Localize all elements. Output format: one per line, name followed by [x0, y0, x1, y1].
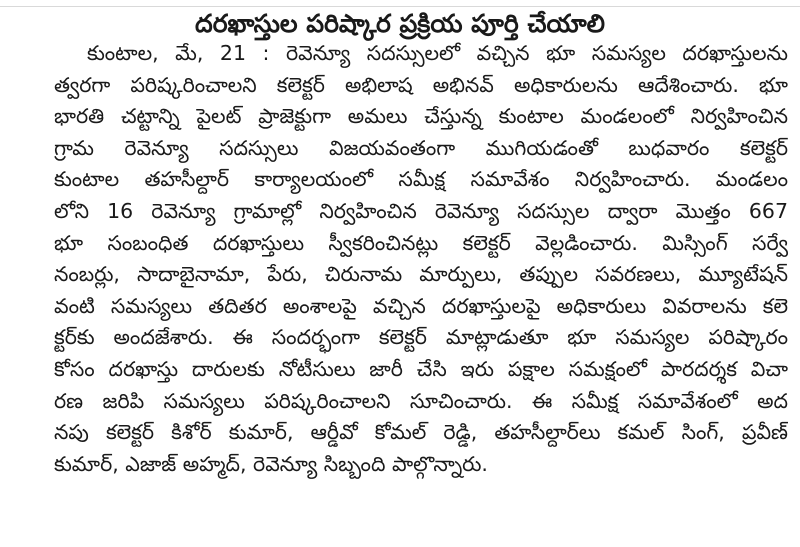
- article-line: క్టర్‌కు అందజేశారు. ఈ సందర్భంగా కలెక్టర్ మాట్లాడుతూ భూ సమస్యల పరిష్కారం: [54, 325, 788, 350]
- article-line: భూ సంబంధిత దరఖాస్తులు స్వీకరించినట్లు కలెక్టర్ వెల్లడించారు. మిస్సింగ్ సర్వే: [54, 230, 788, 255]
- article-line: కోసం దరఖాస్తు దారులకు నోటీసులు జారీ చేసి ఇరు పక్షాల సమక్షంలో పారదర్శక విచా: [54, 356, 788, 381]
- article-headline: దరఖాస్తుల పరిష్కార ప్రక్రియ పూర్తి చేయాలి: [195, 9, 605, 38]
- article-body: [54, 38, 788, 480]
- article-line: నంబర్లు, సాదాబైనామా, పేరు, చిరునామ మార్పులు, తప్పుల సవరణలు, మ్యూటేషన్: [54, 262, 788, 287]
- article-line: కుంటాల తహసీల్దార్ కార్యాలయంలో సమీక్ష సమావేశం నిర్వహించారు. మండలం: [54, 167, 788, 192]
- article-line: కుంటాల, మే, 21 : రెవెన్యూ సదస్సులలో వచ్చిన భూ సమస్యల దరఖాస్తులను: [87, 41, 788, 65]
- article-line: గ్రామ రెవెన్యూ సదస్సులు విజయవంతంగా ముగియడంతో బుధవారం కలెక్టర్: [54, 135, 788, 160]
- article-line: నపు కలెక్టర్ కిశోర్ కుమార్, ఆర్డీవో కోమల్ రెడ్డి, తహసీల్దార్‌లు కమల్ సింగ్, ప్రవీణ్: [54, 420, 788, 445]
- article-line: కుమార్, ఎజాజ్ అహ్మద్, రెవెన్యూ సిబ్బంది పాల్గొన్నారు.: [54, 451, 488, 476]
- article-line: వంటి సమస్యలు తదితర అంశాలపై వచ్చిన దరఖాస్తులపై అధికారులు వివరాలను కలె: [54, 293, 788, 318]
- article-line: లోని 16 రెవెన్యూ గ్రామాల్లో నిర్వహించిన రెవెన్యూ సదస్సుల ద్వారా మొత్తం 667: [54, 198, 788, 223]
- article-line: రణ జరిపి సమస్యలు పరిష్కరించాలని సూచించారు. ఈ సమీక్ష సమావేశంలో అద: [54, 388, 788, 413]
- article-line: త్వరగా పరిష్కరించాలని కలెక్టర్ అభిలాష అభినవ్ అధికారులను ఆదేశించారు. భూ: [54, 72, 788, 97]
- article-line: భారతి చట్టాన్ని పైలట్ ప్రాజెక్టుగా అమలు చేస్తున్న కుంటాల మండలంలో నిర్వహించిన: [54, 104, 788, 129]
